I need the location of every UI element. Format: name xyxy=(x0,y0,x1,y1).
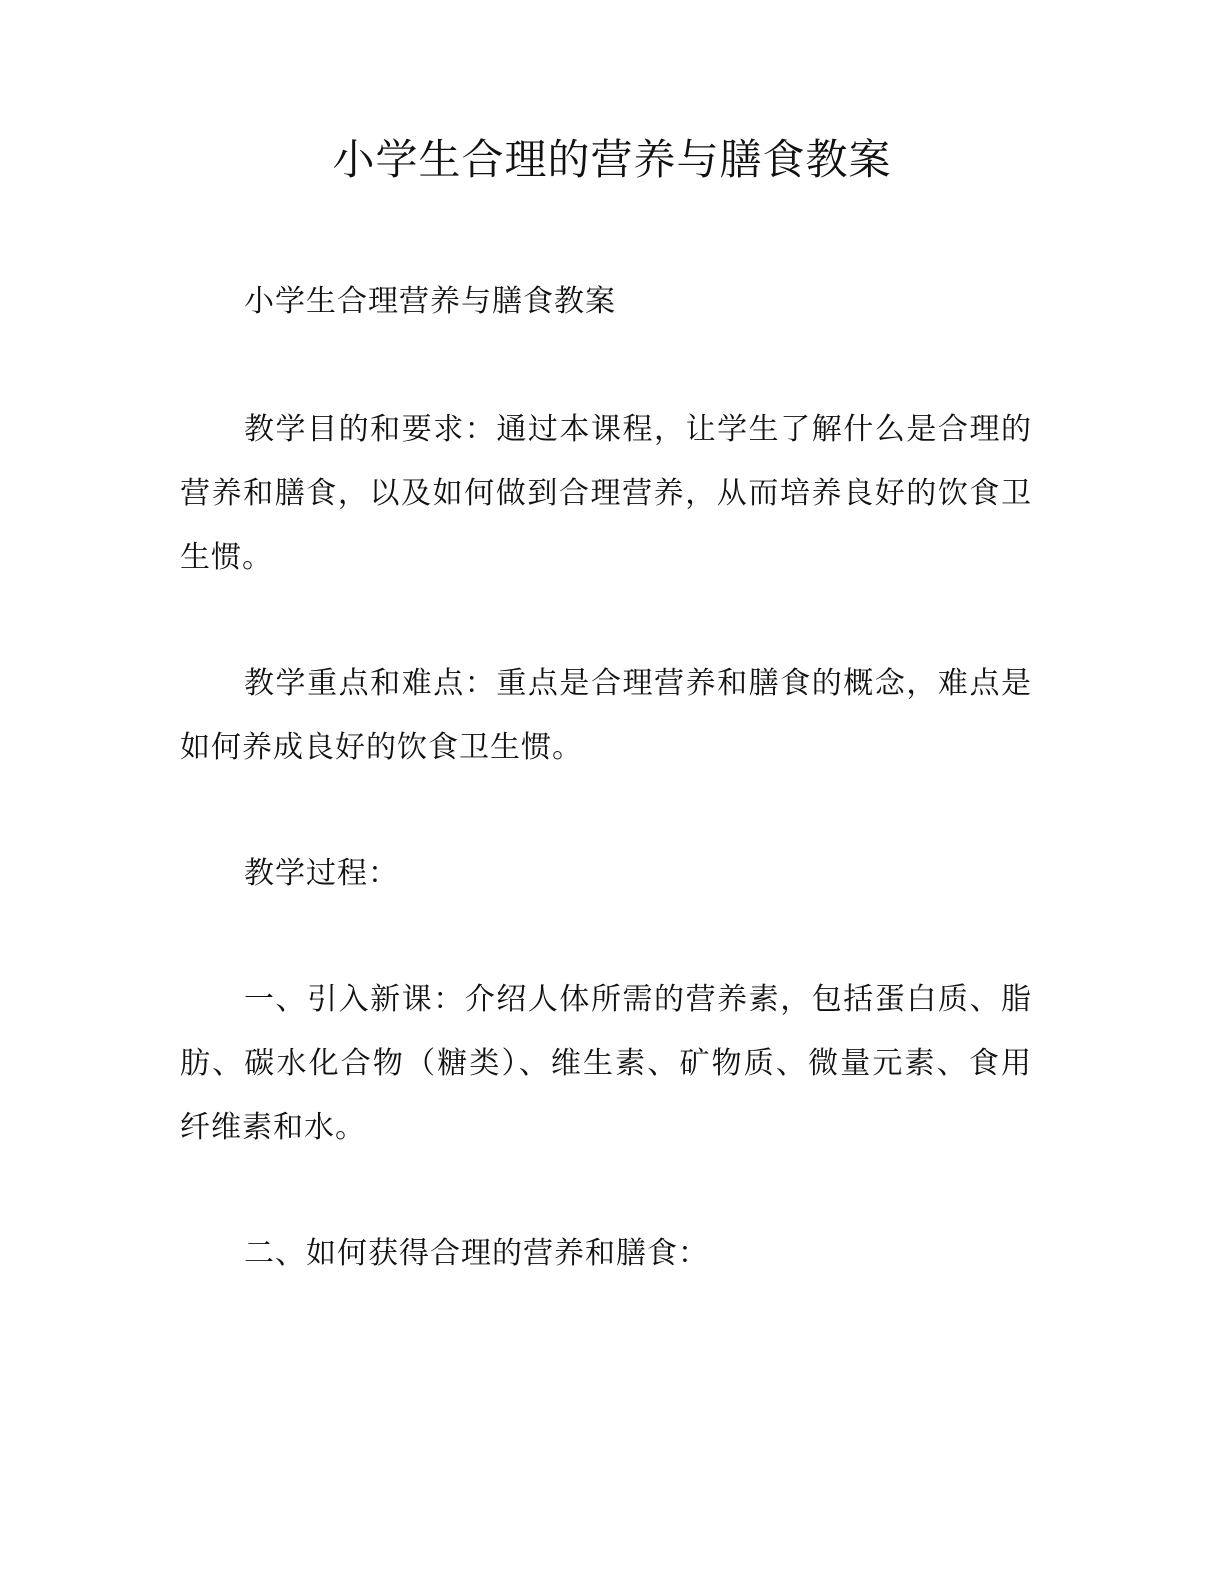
section-one-paragraph: 一、引入新课：介绍人体所需的营养素，包括蛋白质、脂肪、碳水化合物（糖类）、维生素、矿物质、微量元素、食用纤维素和水。 xyxy=(180,982,1032,1145)
process-heading: 教学过程： xyxy=(244,856,399,891)
key-points-paragraph: 教学重点和难点：重点是合理营养和膳食的概念，难点是如何养成良好的饮食卫生惯。 xyxy=(180,666,1032,765)
document-title: 小学生合理的营养与膳食教案 xyxy=(332,135,892,184)
objectives-paragraph: 教学目的和要求：通过本课程，让学生了解什么是合理的营养和膳食，以及如何做到合理营养，从而培养良好的饮食卫生惯。 xyxy=(180,412,1032,575)
subtitle-paragraph: 小学生合理营养与膳食教案 xyxy=(244,284,616,319)
section-two-heading: 二、如何获得合理的营养和膳食： xyxy=(244,1236,709,1271)
